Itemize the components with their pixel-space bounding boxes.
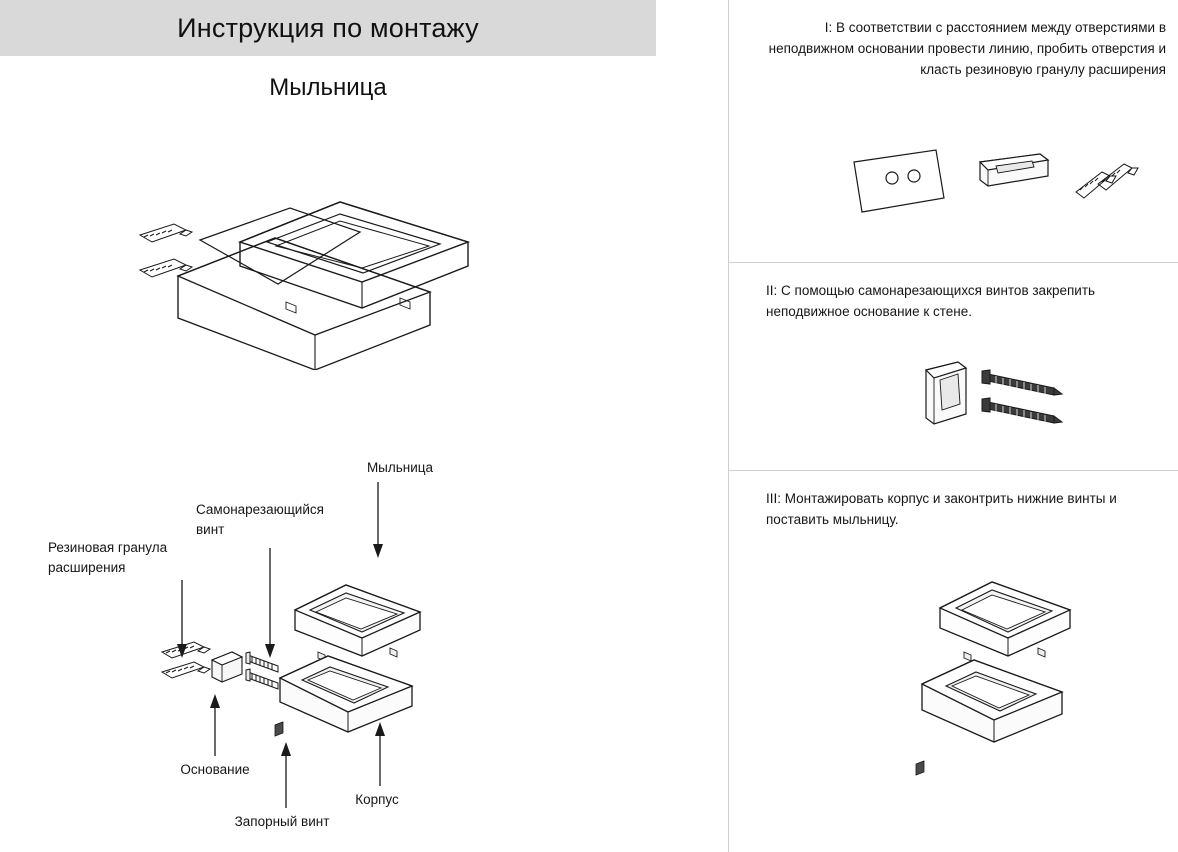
label-base: Основание xyxy=(180,762,250,777)
exploded-view-illustration xyxy=(150,560,460,740)
step-1-illustration xyxy=(840,140,1140,230)
step-1-text: I: В соответствии с расстоянием между отверстиями в неподвижном основании провести линию, пробить отверстия и класть резиновую гранулу расширения xyxy=(768,20,1166,77)
horizontal-divider-2 xyxy=(728,470,1178,471)
label-rubber-granule: Резиновая гранула расширения xyxy=(48,540,168,576)
vertical-divider xyxy=(728,0,729,852)
arrow-body xyxy=(370,722,390,786)
assembled-product-illustration xyxy=(100,180,520,370)
product-name: Мыльница xyxy=(269,74,387,101)
label-soap-dish: Мыльница xyxy=(366,460,434,475)
page-title: Инструкция по монтажу xyxy=(177,13,479,43)
horizontal-divider-1 xyxy=(728,262,1178,263)
step-2-illustration xyxy=(910,358,1110,438)
arrow-rubber-granule xyxy=(172,580,192,660)
label-self-tapping-screw: Самонарезающийся винт xyxy=(196,502,324,538)
label-locking-screw: Запорный винт xyxy=(234,814,330,829)
arrow-base xyxy=(205,694,225,756)
arrow-self-tapping-screw xyxy=(260,548,280,660)
step-2-text: II: С помощью самонарезающихся винтов закрепить неподвижное основание к стене. xyxy=(766,283,1096,319)
arrow-soap-dish xyxy=(368,482,388,560)
step-3-text: III: Монтажировать корпус и законтрить нижние винты и поставить мыльницу. xyxy=(766,491,1117,527)
step-3-illustration xyxy=(880,566,1110,816)
label-body: Корпус xyxy=(355,792,399,807)
